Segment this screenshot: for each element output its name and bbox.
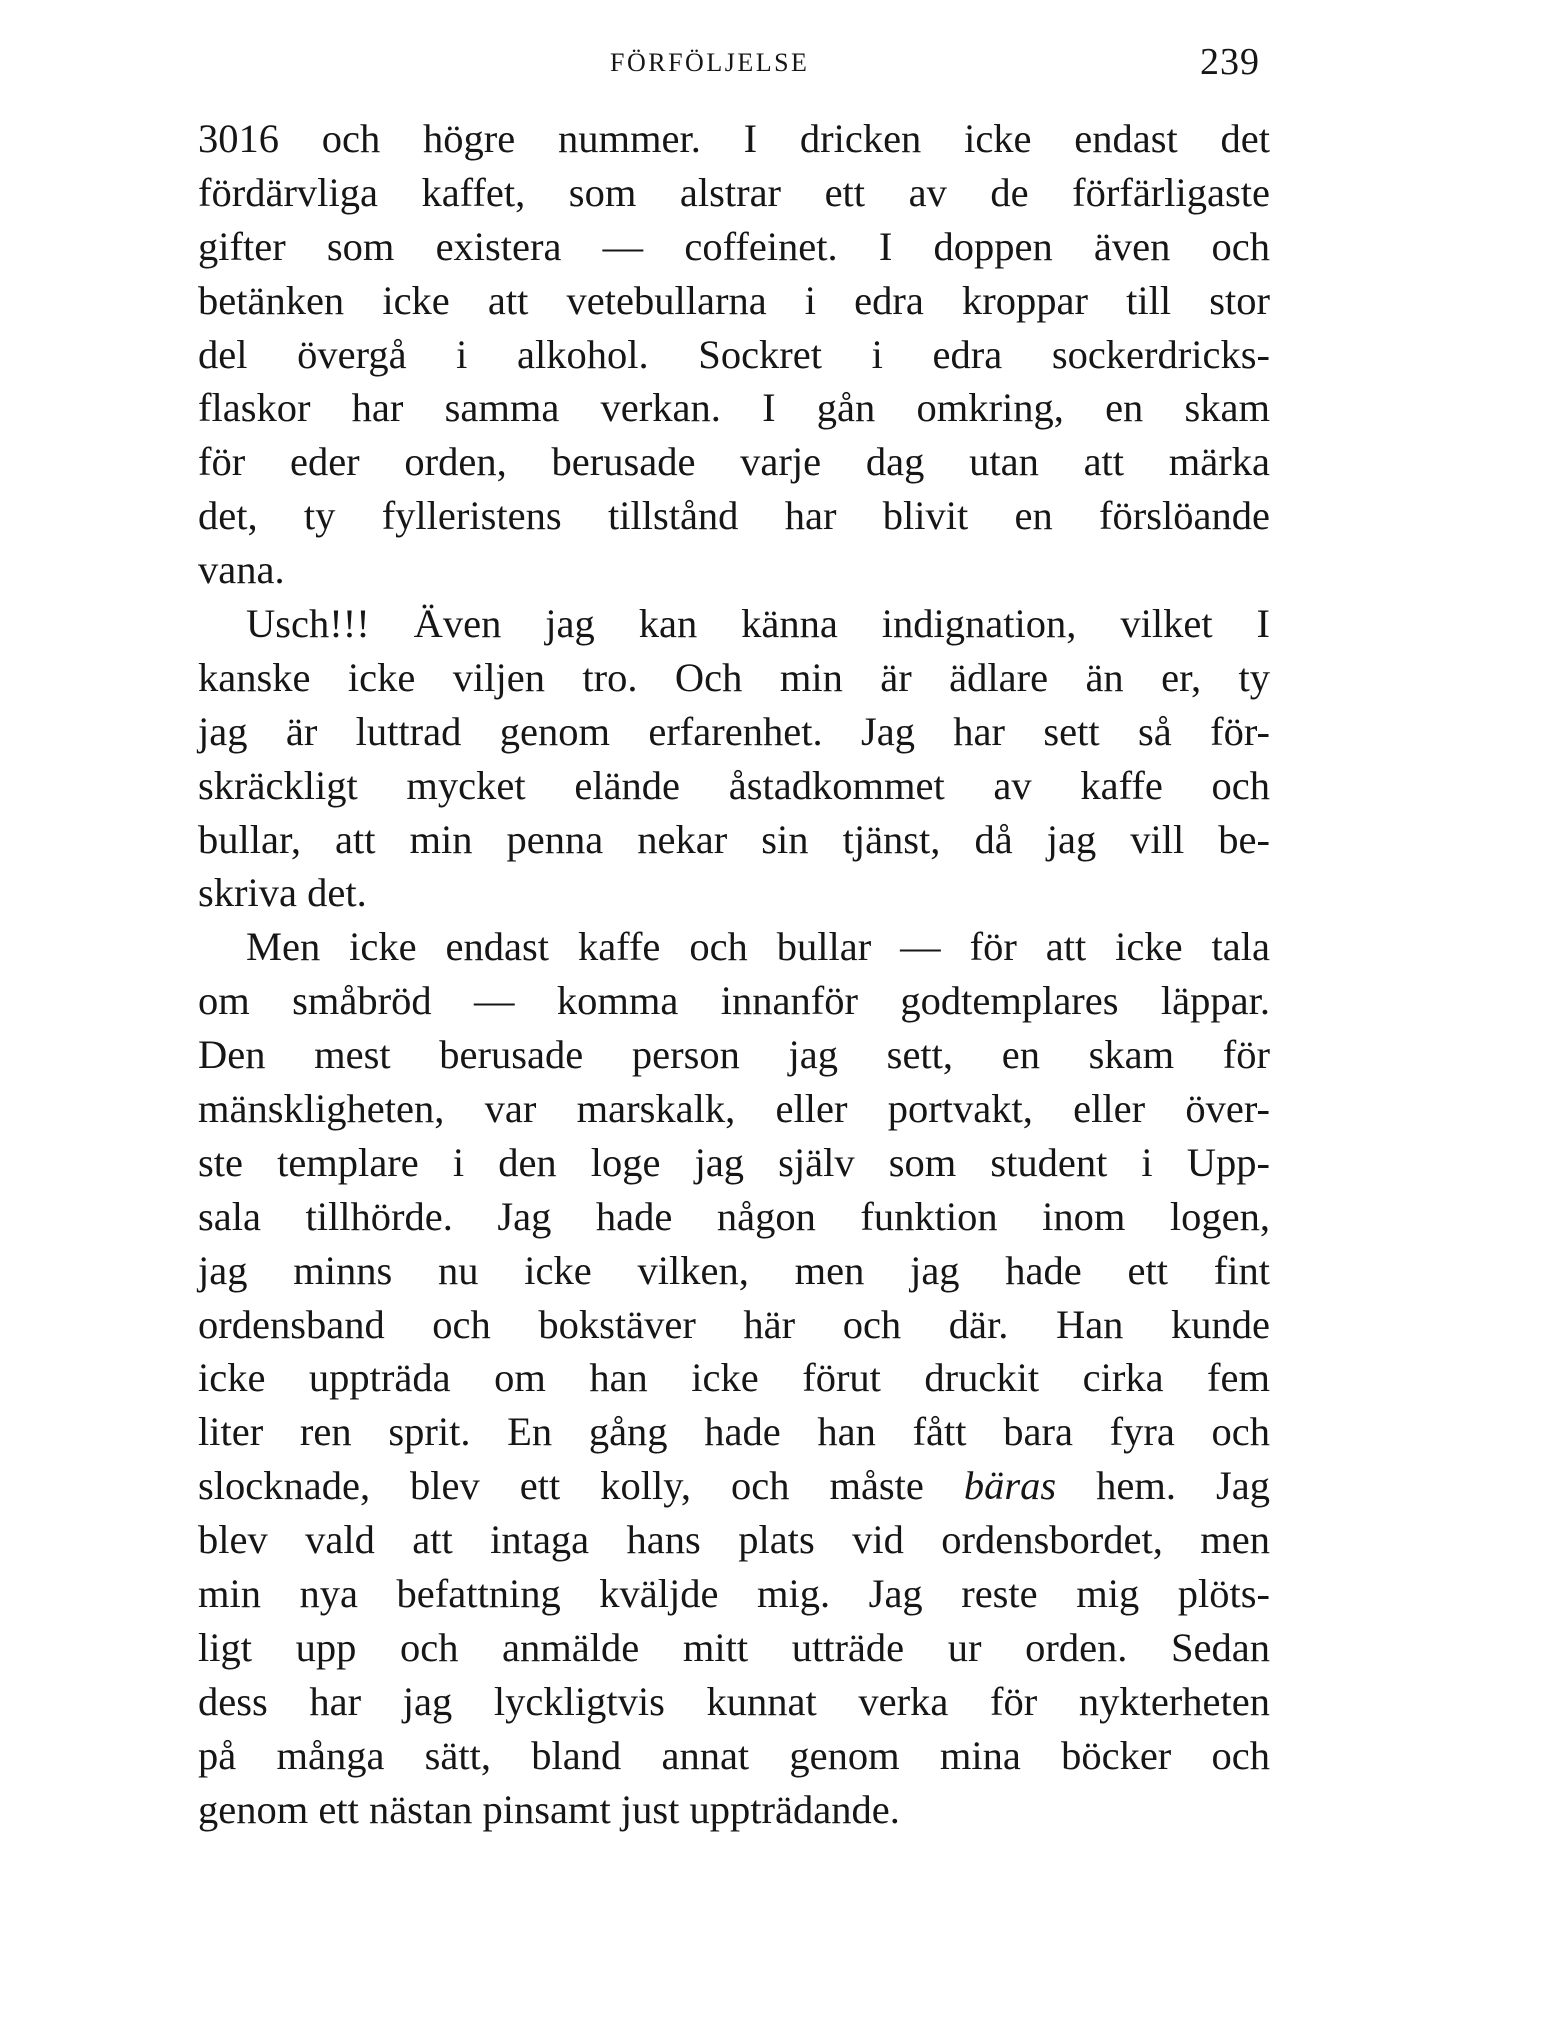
text-line: skräckligt mycket elände åstadkommet av kaffe och xyxy=(198,762,1270,808)
text-line: för eder orden, berusade varje dag utan att märka xyxy=(198,439,1270,485)
text-line: jag är luttrad genom erfarenhet. Jag har sett så för- xyxy=(198,708,1270,754)
text-line: det, ty fylleristens tillstånd har blivit en förslöande xyxy=(198,493,1270,539)
text-line: om småbröd — komma innanför godtemplares läppar. xyxy=(198,978,1270,1024)
text-line: Den mest berusade person jag sett, en skam för xyxy=(198,1032,1270,1078)
text-line-with-italic xyxy=(198,1459,1270,1513)
text-line: fördärvliga kaffet, som alstrar ett av de förfärligaste xyxy=(198,169,1270,215)
text-line: bullar, att min penna nekar sin tjänst, då jag vill be- xyxy=(198,816,1270,862)
text-line: flaskor har samma verkan. I gån omkring, en skam xyxy=(198,385,1270,431)
paragraph-2 xyxy=(198,597,1270,920)
paragraph-3 xyxy=(198,920,1270,1836)
text-line: Men icke endast kaffe och bullar — för att icke tala xyxy=(246,924,1270,970)
text-line: blev vald att intaga hans plats vid ordensbordet, men xyxy=(198,1517,1270,1563)
text-line: mänskligheten, var marskalk, eller portvakt, eller över- xyxy=(198,1086,1270,1132)
text-line: ste templare i den loge jag själv som student i Upp- xyxy=(198,1139,1270,1185)
paragraph-1 xyxy=(198,112,1270,597)
line-head: slocknade, blev ett kolly, och måste xyxy=(198,1463,964,1509)
text-line: ligt upp och anmälde mitt utträde ur orden. Sedan xyxy=(198,1624,1270,1670)
text-line: dess har jag lyckligtvis kunnat verka för nykterheten xyxy=(198,1678,1270,1724)
body-text xyxy=(198,112,1270,1837)
text-line: kanske icke viljen tro. Och min är ädlare än er, ty xyxy=(198,654,1270,700)
text-line: min nya befattning kväljde mig. Jag reste mig plöts- xyxy=(198,1571,1270,1617)
text-line: vana. xyxy=(198,547,285,593)
italic-word: bäras xyxy=(963,1463,1057,1509)
text-line: på många sätt, bland annat genom mina böcker och xyxy=(198,1732,1270,1778)
line-tail: hem. Jag xyxy=(1056,1463,1271,1509)
text-line: icke uppträda om han icke förut druckit cirka fem xyxy=(198,1355,1270,1401)
running-title: FÖRFÖLJELSE xyxy=(610,48,810,77)
text-line: 3016 och högre nummer. I dricken icke endast det xyxy=(198,116,1270,161)
text-line: Usch!!! Även jag kan känna indignation, vilket I xyxy=(246,601,1270,647)
text-line: gifter som existera — coffeinet. I doppen även och xyxy=(198,223,1270,269)
text-line: skriva det. xyxy=(198,870,367,916)
running-head xyxy=(0,40,1554,100)
text-line: del övergå i alkohol. Sockret i edra sockerdricks- xyxy=(198,331,1270,377)
text-line: ordensband och bokstäver här och där. Han kunde xyxy=(198,1301,1270,1347)
text-line: betänken icke att vetebullarna i edra kroppar till stor xyxy=(198,277,1270,323)
page-number: 239 xyxy=(1200,41,1260,83)
text-line: liter ren sprit. En gång hade han fått bara fyra och xyxy=(198,1409,1270,1455)
text-line: jag minns nu icke vilken, men jag hade ett fint xyxy=(198,1247,1270,1293)
text-line: genom ett nästan pinsamt just uppträdande. xyxy=(198,1786,900,1832)
text-line: sala tillhörde. Jag hade någon funktion inom logen, xyxy=(198,1193,1270,1239)
